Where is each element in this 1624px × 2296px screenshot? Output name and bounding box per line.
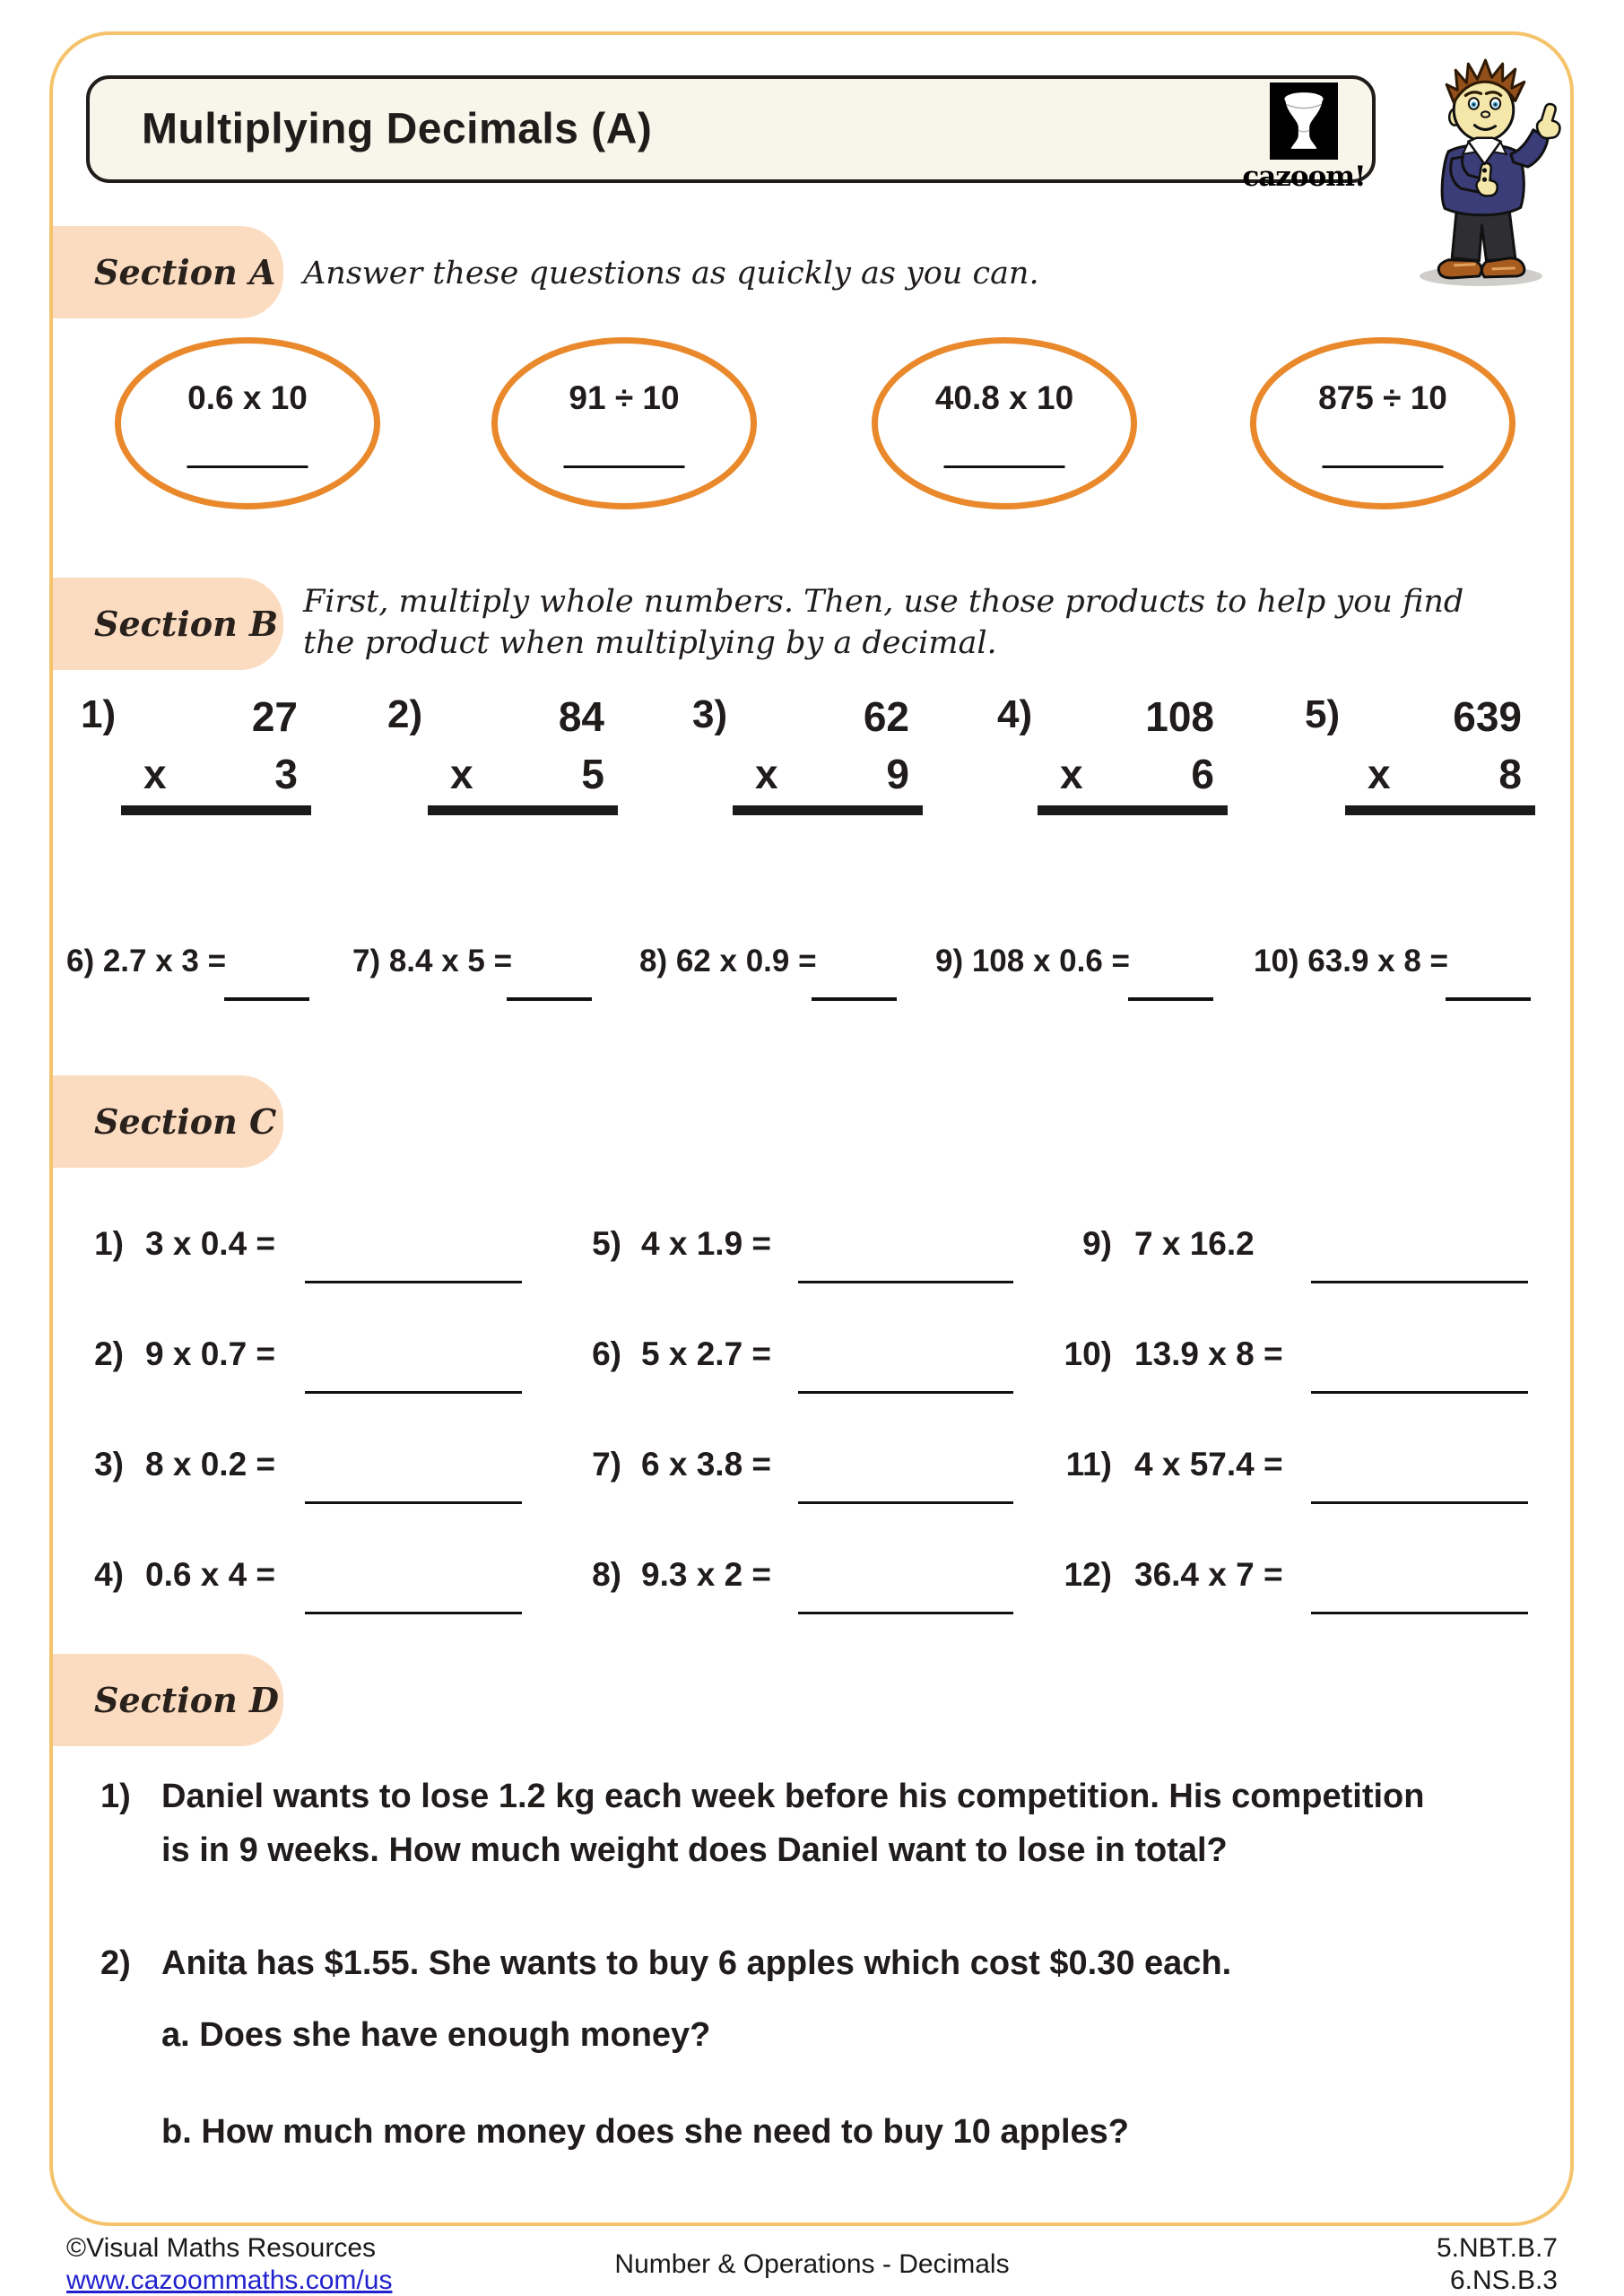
answer-line: [798, 1281, 1013, 1283]
problem-expression: 36.4 x 7 =: [1134, 1556, 1283, 1593]
answer-line: [1323, 465, 1444, 468]
footer-standard-2: 6.NS.B.3: [1449, 2266, 1558, 2295]
title-box: [86, 75, 1376, 183]
answer-line: [187, 465, 308, 468]
footer-standard-1: 5.NBT.B.7: [1436, 2233, 1558, 2263]
answer-line: [944, 465, 1065, 468]
answer-line: [1311, 1281, 1528, 1283]
answer-line: [507, 997, 592, 1001]
problem-number: 4): [997, 692, 1033, 736]
product-line: [1038, 805, 1228, 815]
vertical-problem-2: [387, 691, 613, 821]
operator: x: [450, 751, 473, 797]
oval-expression: 875 ÷ 10: [1318, 379, 1447, 416]
oval-expression: 91 ÷ 10: [569, 379, 680, 416]
oval-problem-2: [491, 337, 757, 509]
multiplier: 5: [581, 751, 604, 797]
multiplier: 8: [1498, 751, 1522, 797]
problem-expression: 8 x 0.2 =: [145, 1446, 276, 1483]
mascot-boy-illustration: [1392, 45, 1578, 289]
section-a-tab: [53, 226, 283, 318]
inline-problem-6: 6) 2.7 x 3 =: [66, 944, 227, 978]
problem-number: 1): [94, 1225, 124, 1262]
problem-expression: 4 x 57.4 =: [1134, 1446, 1283, 1483]
answer-line: [1311, 1612, 1528, 1614]
instruction-line-1: First, multiply whole numbers. Then, use those products to help you find: [303, 584, 1464, 620]
multiplicand: 639: [1453, 693, 1522, 740]
section-c-label: Section C: [94, 1101, 277, 1142]
problem-number: 2): [387, 692, 423, 736]
problem-number: 4): [94, 1556, 124, 1593]
product-line: [121, 805, 311, 815]
word-problem-2a: a. Does she have enough money?: [161, 2016, 711, 2054]
operator: x: [1060, 751, 1083, 797]
multiplier: 9: [886, 751, 909, 797]
word-problem-2-text: Anita has $1.55. She wants to buy 6 apples which cost $0.30 each.: [161, 1944, 1232, 1982]
section-c-tab: [53, 1075, 283, 1168]
vertical-problem-3: [692, 691, 918, 821]
answer-line: [305, 1501, 522, 1504]
answer-line: [305, 1612, 522, 1614]
operator: x: [1368, 751, 1391, 797]
answer-line: [305, 1281, 522, 1283]
problem-expression: 0.6 x 4 =: [145, 1556, 276, 1593]
oval-expression: 0.6 x 10: [187, 379, 308, 416]
section-d-label: Section D: [94, 1680, 279, 1720]
vertical-problem-4: [997, 691, 1223, 821]
problem-expression: 3 x 0.4 =: [145, 1225, 276, 1262]
problem-expression: 9 x 0.7 =: [145, 1335, 276, 1372]
problem-number: 7): [592, 1446, 621, 1483]
instruction-line-2: the product when multiplying by a decimal.: [303, 625, 997, 662]
multiplicand: 108: [1145, 693, 1214, 740]
multiplier: 3: [274, 751, 298, 797]
section-d-tab: [53, 1654, 283, 1746]
operator: x: [143, 751, 167, 797]
footer-category: Number & Operations - Decimals: [614, 2249, 1010, 2279]
answer-line: [798, 1612, 1013, 1614]
footer-url-link[interactable]: www.cazoommaths.com/us: [66, 2266, 393, 2295]
problem-expression: 7 x 16.2: [1134, 1225, 1255, 1262]
answer-line: [224, 997, 309, 1001]
answer-line: [1311, 1391, 1528, 1394]
product-line: [733, 805, 923, 815]
oval-problem-3: [872, 337, 1137, 509]
vertical-problem-5: [1305, 691, 1531, 821]
answer-line: [305, 1391, 522, 1394]
problem-number: 2): [94, 1335, 124, 1372]
footer-copyright: ©Visual Maths Resources: [66, 2233, 377, 2263]
problem-expression: 4 x 1.9 =: [641, 1225, 772, 1262]
drum-icon: [1270, 83, 1338, 160]
logo-text: cazoom!: [1242, 161, 1366, 193]
word-problem-2b: b. How much more money does she need to buy 10 apples?: [161, 2113, 1130, 2151]
section-a-label: Section A: [94, 252, 276, 292]
inline-problem-9: 9) 108 x 0.6 =: [935, 944, 1130, 978]
problem-number: 9): [1082, 1225, 1112, 1262]
problem-number: 11): [1065, 1446, 1112, 1483]
word-problem-1-line-1: Daniel wants to lose 1.2 kg each week before his competition. His competition: [161, 1778, 1425, 1815]
problem-number: 5): [1305, 692, 1341, 736]
word-problem-2-number: 2): [100, 1944, 131, 1982]
answer-line: [798, 1501, 1013, 1504]
section-b-label: Section B: [94, 604, 279, 644]
inline-problem-8: 8) 62 x 0.9 =: [639, 944, 817, 978]
problem-number: 5): [592, 1225, 621, 1262]
answer-line: [1446, 997, 1531, 1001]
problem-expression: 5 x 2.7 =: [641, 1335, 772, 1372]
answer-line: [564, 465, 685, 468]
section-b-tab: [53, 578, 283, 670]
multiplicand: 27: [251, 693, 298, 740]
multiplier: 6: [1191, 751, 1214, 797]
oval-expression: 40.8 x 10: [934, 379, 1074, 416]
word-problem-1-line-2: is in 9 weeks. How much weight does Daniel want to lose in total?: [161, 1831, 1228, 1869]
problem-number: 12): [1064, 1556, 1112, 1593]
problem-number: 10): [1064, 1335, 1112, 1372]
oval-problem-1: [115, 337, 380, 509]
page-title: Multiplying Decimals (A): [142, 105, 653, 153]
vertical-problem-1: [81, 691, 307, 821]
answer-line: [798, 1391, 1013, 1394]
problem-expression: 6 x 3.8 =: [641, 1446, 772, 1483]
problem-number: 1): [81, 692, 117, 736]
product-line: [428, 805, 618, 815]
section-a-instruction: Answer these questions as quickly as you can.: [303, 256, 1039, 291]
inline-problem-7: 7) 8.4 x 5 =: [352, 944, 513, 978]
problem-number: 3): [692, 692, 728, 736]
problem-number: 8): [592, 1556, 621, 1593]
problem-expression: 13.9 x 8 =: [1134, 1335, 1283, 1372]
answer-line: [1128, 997, 1213, 1001]
problem-number: 3): [94, 1446, 124, 1483]
problem-number: 6): [592, 1335, 621, 1372]
multiplicand: 62: [863, 693, 909, 740]
answer-line: [812, 997, 897, 1001]
oval-problem-4: [1250, 337, 1515, 509]
answer-line: [1311, 1501, 1528, 1504]
product-line: [1345, 805, 1535, 815]
cazoom-logo: [1232, 83, 1376, 193]
word-problem-1-number: 1): [100, 1778, 131, 1815]
operator: x: [755, 751, 778, 797]
problem-expression: 9.3 x 2 =: [641, 1556, 772, 1593]
multiplicand: 84: [558, 693, 604, 740]
inline-problem-10: 10) 63.9 x 8 =: [1254, 944, 1448, 978]
section-b-instruction: [303, 581, 1463, 664]
